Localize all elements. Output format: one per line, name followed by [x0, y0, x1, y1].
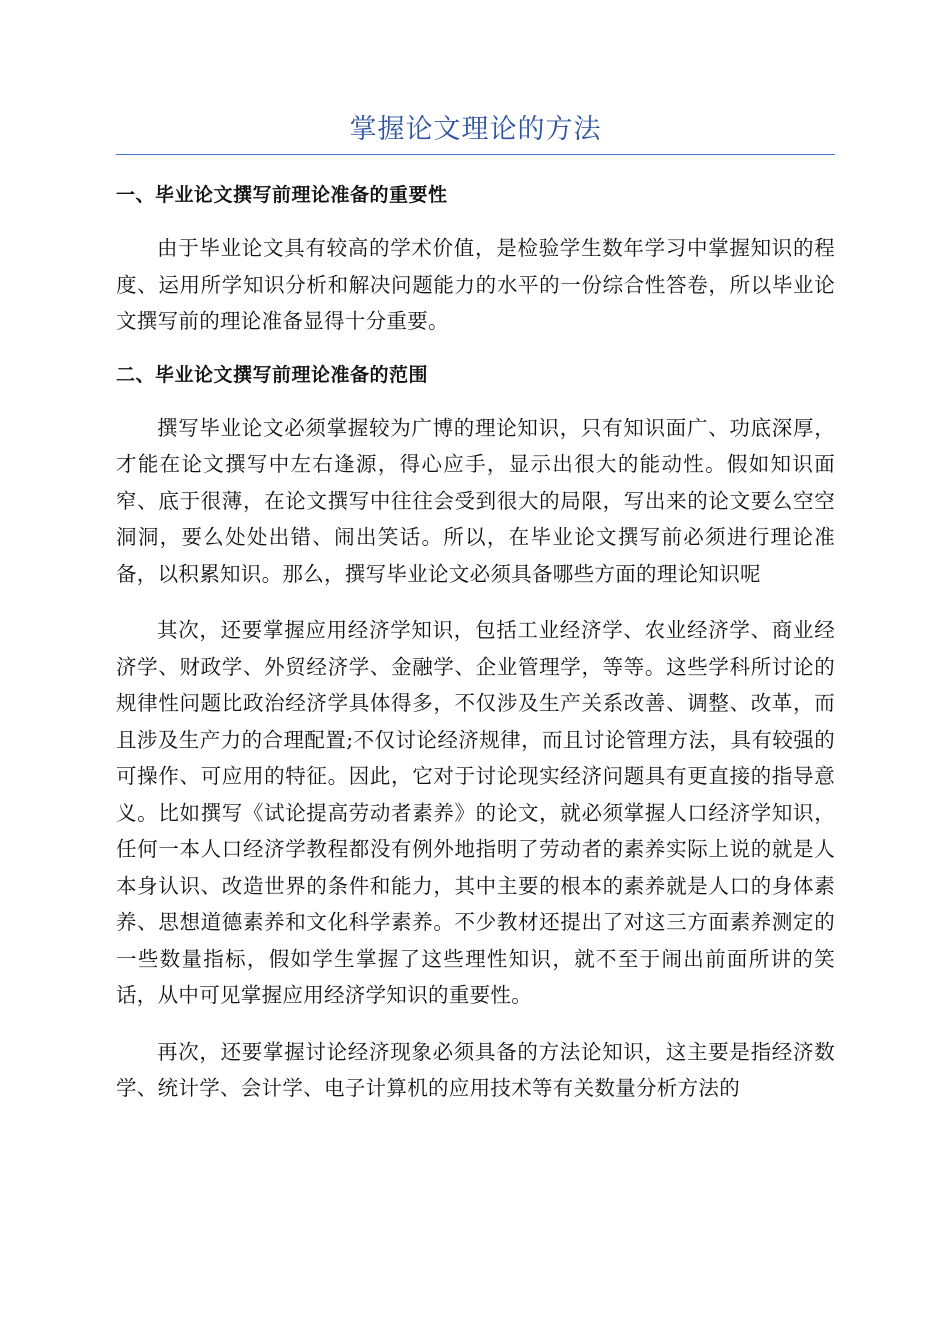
paragraph-1-1: 由于毕业论文具有较高的学术价值，是检验学生数年学习中掌握知识的程度、运用所学知识分析和解决问题能力的水平的一份综合性答卷，所以毕业论文撰写前的理论准备显得十分重要。: [116, 236, 835, 333]
document-body: [116, 180, 835, 1127]
document-title: 掌握论文理论的方法: [349, 114, 602, 145]
section-heading-2: 二、毕业论文撰写前理论准备的范围: [116, 363, 429, 386]
paragraph-2-3: 再次，还要掌握讨论经济现象必须具备的方法论知识，这主要是指经济数学、统计学、会计学、电子计算机的应用技术等有关数量分析方法的: [116, 1039, 835, 1100]
section-heading-1: 一、毕业论文撰写前理论准备的重要性: [116, 184, 448, 206]
paragraph-2-2: 其次，还要掌握应用经济学知识，包括工业经济学、农业经济学、商业经济学、财政学、外贸经济学、金融学、企业管理学，等等。这些学科所讨论的规律性问题比政治经济学具体得多，不仅涉及生产关系改善、调整、改革，而且涉及生产力的合理配置;不仅讨论经济规律，而且讨论管理方法，具有较强的可操作、可应用的特征。因此，它对于讨论现实经济问题具有更直接的指导意义。比如撰写《试论提高劳动者素养》的论文，就必须掌握人口经济学知识，任何一本人口经济学教程都没有例外地指明了劳动者的素养实际上说的就是人本身认识、改造世界的条件和能力，其中主要的根本的素养就是人口的身体素养、思想道德素养和文化科学素养。不少教材还提出了对这三方面素养测定的一些数量指标，假如学生掌握了这些理性知识，就不至于闹出前面所讲的笑话，从中可见掌握应用经济学知识的重要性。: [116, 618, 835, 1007]
paragraph-2-1: 撰写毕业论文必须掌握较为广博的理论知识，只有知识面广、功底深厚，才能在论文撰写中左右逢源，得心应手，显示出很大的能动性。假如知识面窄、底于很薄，在论文撰写中往往会受到很大的局限，写出来的论文要么空空洞洞，要么处处出错、闹出笑话。所以，在毕业论文撰写前必须进行理论准备，以积累知识。那么，撰写毕业论文必须具备哪些方面的理论知识呢: [116, 415, 835, 586]
title-underline: [116, 154, 835, 155]
